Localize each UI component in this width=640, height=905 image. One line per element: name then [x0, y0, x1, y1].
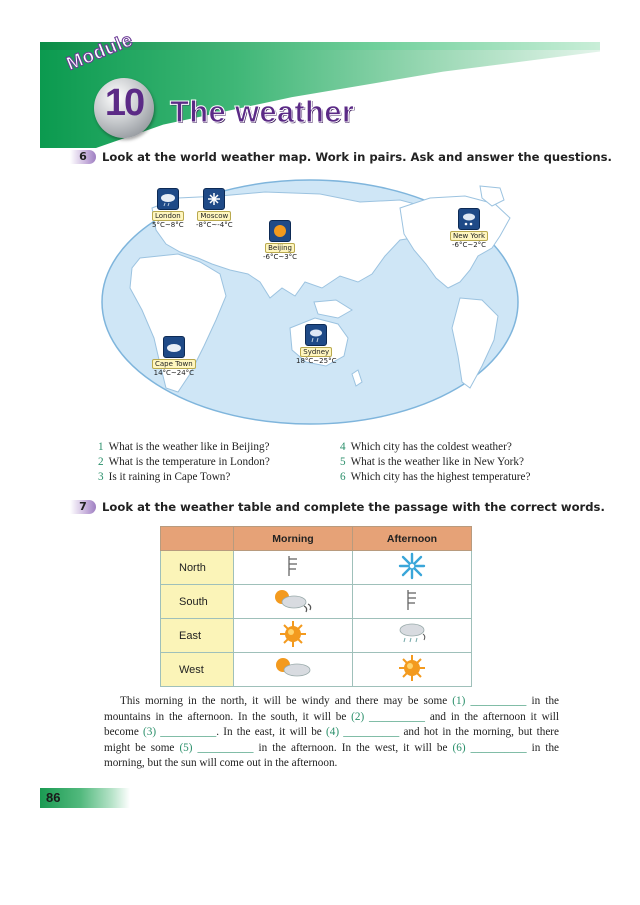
region-east: East [161, 619, 234, 653]
cloud-icon [163, 336, 185, 358]
table-row [161, 619, 472, 653]
snow-icon [203, 188, 225, 210]
city-temp: -6°C~2°C [451, 241, 487, 249]
question-text: What is the temperature in London? [108, 456, 270, 468]
region-west: West [161, 653, 234, 687]
cell-west-morning [234, 653, 353, 687]
city-name: New York [450, 231, 488, 241]
cell-south-afternoon [353, 585, 472, 619]
question-text: What is the weather like in Beijing? [108, 441, 270, 453]
region-north: North [161, 551, 234, 585]
passage-blank-5[interactable]: (5) __________ [179, 741, 254, 754]
question-item [340, 455, 530, 470]
passage-paragraph [104, 694, 559, 772]
snow-icon [398, 552, 426, 580]
cloud-rain-icon [157, 188, 179, 210]
cell-north-morning [234, 551, 353, 585]
city-name: Sydney [300, 347, 332, 357]
questions-left [98, 440, 270, 485]
city-moscow [196, 188, 233, 230]
activity-6-tag: 6 [70, 150, 96, 164]
activity-7-instruction [70, 500, 605, 514]
table-row [161, 653, 472, 687]
city-name: Moscow [197, 211, 231, 221]
city-temp: -6°C~3°C [263, 253, 298, 261]
wind-icon [403, 588, 421, 612]
question-item [340, 440, 530, 455]
question-number: 3 [98, 471, 104, 483]
city-sydney [296, 324, 336, 366]
question-text: Which city has the highest temperature? [350, 471, 531, 483]
passage-text: in the afternoon. In the west, it will be [253, 741, 453, 754]
passage-blank-2[interactable]: (2) __________ [351, 710, 425, 723]
sun-icon [279, 620, 307, 648]
city-name: Beijing [265, 243, 295, 253]
sun-cloud-icon [271, 654, 315, 682]
region-south: South [161, 585, 234, 619]
cell-east-afternoon [353, 619, 472, 653]
table-header-blank [161, 527, 234, 551]
sun-icon [398, 654, 426, 682]
city-name: Cape Town [152, 359, 196, 369]
city-temp: -8°C~-4°C [196, 221, 233, 229]
questions-right [340, 440, 530, 485]
passage-text: and hot in the morning, but there might be some [104, 726, 560, 754]
table-row [161, 585, 472, 619]
question-number: 4 [340, 441, 346, 453]
question-text: Is it raining in Cape Town? [108, 471, 231, 483]
table-header-afternoon: Afternoon [353, 527, 472, 551]
city-beijing [263, 220, 297, 262]
activity-7-text: Look at the weather table and complete the passage with the correct words. [102, 500, 605, 514]
city-name: London [152, 211, 184, 221]
passage-text: This morning in the north, it will be windy and there may be some [120, 695, 453, 707]
question-text: What is the weather like in New York? [350, 456, 524, 468]
weather-table [160, 526, 472, 687]
activity-6-text: Look at the world weather map. Work in pairs. Ask and answer the questions. [102, 150, 612, 164]
question-number: 5 [340, 456, 346, 468]
table-row [161, 551, 472, 585]
city-temp: 18°C~25°C [296, 357, 337, 365]
passage-text: and in the afternoon it will become [104, 710, 559, 738]
activity-6-instruction [70, 150, 612, 164]
world-weather-map [100, 178, 520, 426]
city-temp: 14°C~24°C [153, 369, 195, 377]
question-item [98, 470, 270, 485]
question-text: Which city has the coldest weather? [350, 441, 512, 453]
cell-north-afternoon [353, 551, 472, 585]
table-header-row [161, 527, 472, 551]
rain-cloud-icon [395, 620, 429, 648]
passage [104, 694, 559, 772]
city-london [152, 188, 184, 230]
question-number: 1 [98, 441, 104, 453]
shower-icon [305, 324, 327, 346]
question-item [340, 470, 530, 485]
passage-text: . In the east, it will be [216, 726, 326, 738]
sun-icon [269, 220, 291, 242]
cell-west-afternoon [353, 653, 472, 687]
cell-south-morning [234, 585, 353, 619]
passage-blank-3[interactable]: (3) __________ [143, 726, 217, 738]
page-title: The weather [170, 94, 355, 129]
city-new-york [450, 208, 488, 250]
question-number: 6 [340, 471, 346, 483]
activity-7-tag: 7 [70, 500, 96, 514]
city-cape-town [152, 336, 196, 378]
city-temp: 5°C~8°C [152, 221, 184, 229]
table-header-morning: Morning [234, 527, 353, 551]
snow-cloud-icon [458, 208, 480, 230]
cell-east-morning [234, 619, 353, 653]
question-item [98, 455, 270, 470]
passage-blank-1[interactable]: (1) __________ [452, 695, 527, 707]
question-item [98, 440, 270, 455]
passage-text: in the morning, but the sun will come out in the afternoon. [104, 741, 560, 769]
module-number: 10 [104, 82, 144, 124]
question-number: 2 [98, 456, 104, 468]
wind-icon [284, 554, 302, 578]
module-badge [63, 29, 172, 146]
passage-text: in the mountains in the afternoon. In the south, it will be [104, 695, 560, 723]
passage-blank-6[interactable]: (6) __________ [452, 741, 527, 754]
passage-blank-4[interactable]: (4) __________ [326, 726, 400, 738]
module-word: Module [63, 29, 137, 76]
page-number: 86 [46, 790, 61, 805]
sun-cloud-wind-icon [270, 586, 316, 614]
